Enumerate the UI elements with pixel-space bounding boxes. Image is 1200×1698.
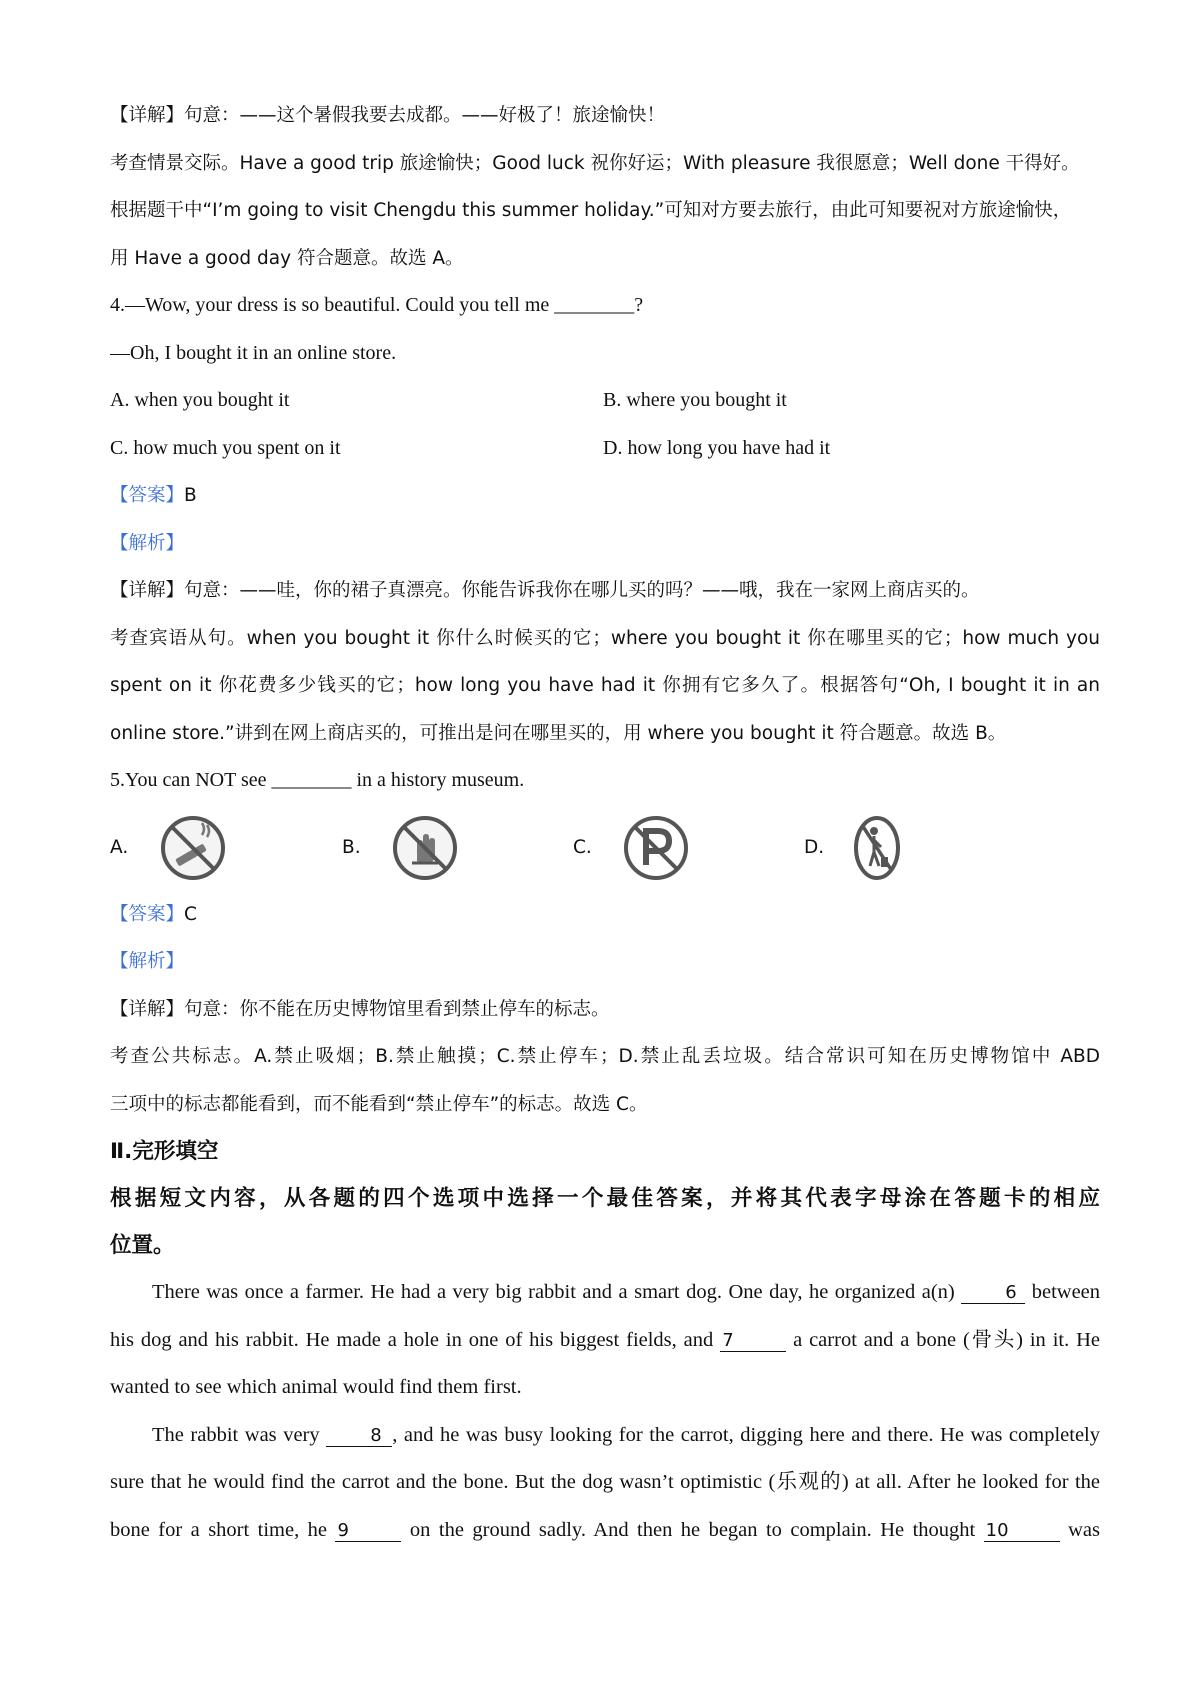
passage-p1-line-2 <box>110 1317 1100 1365</box>
passage-text: between <box>1031 1281 1101 1303</box>
blank-7: 7 <box>720 1331 786 1352</box>
passage-text: , and he was busy looking for the carrot, digging here and there. He was completely <box>392 1423 1101 1446</box>
section-instruction-line-2: 位置。 <box>110 1233 175 1258</box>
q4-stem: 4.—Wow, your dress is so beautiful. Could you tell me ________? <box>110 294 644 316</box>
q4-options-row-1 <box>110 377 1100 425</box>
q5-answer-tag: 【答案】 <box>110 903 185 925</box>
q4-detail-line-2: 考查宾语从句。when you bought it 你什么时候买的它；where you bought it 你在哪里买的它；how much you <box>110 627 1100 649</box>
q3-detail-line-4: 用 Have a good day 符合题意。故选 A。 <box>110 247 464 269</box>
q5-detail-line-3: 三项中的标志都能看到，而不能看到“禁止停车”的标志。故选 C。 <box>110 1093 648 1115</box>
q4-option-a: A. when you bought it <box>110 389 290 411</box>
blank-10: 10 <box>984 1521 1060 1542</box>
q5-answer-value: C <box>184 903 197 925</box>
q5-sign-c <box>573 813 691 883</box>
passage-p2-line-3 <box>110 1507 1100 1555</box>
q4-answer-value: B <box>184 485 197 506</box>
passage-text: on the ground sadly. And then he began to complain. He thought <box>409 1518 976 1541</box>
q3-detail-line-3: 根据题干中“I’m going to visit Chengdu this summer holiday.”可知对方要去旅行，由此可知要祝对方旅途愉快， <box>110 200 1072 221</box>
q5-analysis-tag: 【解析】 <box>110 951 185 972</box>
no-touching-sign-icon <box>390 813 460 883</box>
q5-detail-line-2: 考查公共标志。A.禁止吸烟；B.禁止触摸；C.禁止停车；D.禁止乱丢垃圾。结合常识可知在历史博物馆中 ABD <box>110 1046 1100 1067</box>
q4-detail-line-3: spent on it 你花费多少钱买的它；how long you have had it 你拥有它多久了。根据答句“Oh, I bought it in an <box>110 675 1100 696</box>
q4-analysis-tag: 【解析】 <box>110 532 185 554</box>
no-smoking-sign-icon <box>158 813 228 883</box>
passage-text: The rabbit was very <box>152 1423 320 1446</box>
q4-reply: —Oh, I bought it in an online store. <box>110 341 397 364</box>
passage-text: There was once a farmer. He had a very big rabbit and a smart dog. One day, he organized a(n) <box>152 1281 955 1303</box>
q5-sign-d-label: D. <box>804 837 825 858</box>
q4-answer <box>110 472 1100 520</box>
blank-8: 8 <box>326 1426 392 1447</box>
q5-sign-b <box>342 813 460 883</box>
q4-detail-line-4: online store.”讲到在网上商店买的，可推出是问在哪里买的，用 where you bought it 符合题意。故选 B。 <box>110 722 1007 744</box>
blank-9: 9 <box>335 1521 401 1542</box>
passage-text: his dog and his rabbit. He made a hole in one of his biggest fields, and <box>110 1328 714 1351</box>
blank-6: 6 <box>961 1283 1025 1304</box>
passage-text: was <box>1068 1518 1101 1541</box>
passage-p2-line-2: sure that he would find the carrot and the bone. But the dog wasn’t optimistic (乐观的) at all. After he looked for the <box>110 1471 1100 1493</box>
q4-option-c: C. how much you spent on it <box>110 436 341 459</box>
passage-text: bone for a short time, he <box>110 1518 328 1541</box>
passage-p1-line-1 <box>110 1269 1100 1317</box>
no-parking-sign-icon <box>621 813 691 883</box>
passage-p2-line-1 <box>110 1412 1100 1460</box>
q4-answer-tag: 【答案】 <box>110 485 185 506</box>
passage-text: a carrot and a bone (骨头) in it. He <box>793 1328 1101 1351</box>
q5-sign-b-label: B. <box>342 837 361 858</box>
q5-sign-a <box>110 813 228 883</box>
q4-option-b: B. where you bought it <box>603 389 787 411</box>
q3-detail-line-1: 【详解】句意：——这个暑假我要去成都。——好极了！旅途愉快！ <box>110 105 666 126</box>
section-title: Ⅱ.完形填空 <box>110 1139 219 1164</box>
q4-detail-line-1: 【详解】句意：——哇，你的裙子真漂亮。你能告诉我你在哪儿买的吗？——哦，我在一家网上商店买的。 <box>110 580 980 601</box>
no-littering-sign-icon <box>852 813 902 883</box>
passage-p1-line-3: wanted to see which animal would find them first. <box>110 1376 522 1398</box>
q5-sign-a-label: A. <box>110 837 129 858</box>
q5-stem: 5.You can NOT see ________ in a history museum. <box>110 769 525 791</box>
q3-detail-line-2: 考查情景交际。Have a good trip 旅途愉快；Good luck 祝你好运；With pleasure 我很愿意；Well done 干得好。 <box>110 152 1080 174</box>
q5-detail-line-1: 【详解】句意：你不能在历史博物馆里看到禁止停车的标志。 <box>110 998 610 1020</box>
q5-answer <box>110 891 1100 939</box>
q5-sign-options <box>110 813 1100 885</box>
q5-sign-d <box>804 813 902 883</box>
section-instruction-line-1: 根据短文内容，从各题的四个选项中选择一个最佳答案，并将其代表字母涂在答题卡的相应 <box>110 1186 1100 1211</box>
q4-option-d: D. how long you have had it <box>603 436 831 459</box>
document-page <box>110 92 1100 1554</box>
q4-options-row-2 <box>110 425 1100 473</box>
q5-sign-c-label: C. <box>573 837 592 858</box>
